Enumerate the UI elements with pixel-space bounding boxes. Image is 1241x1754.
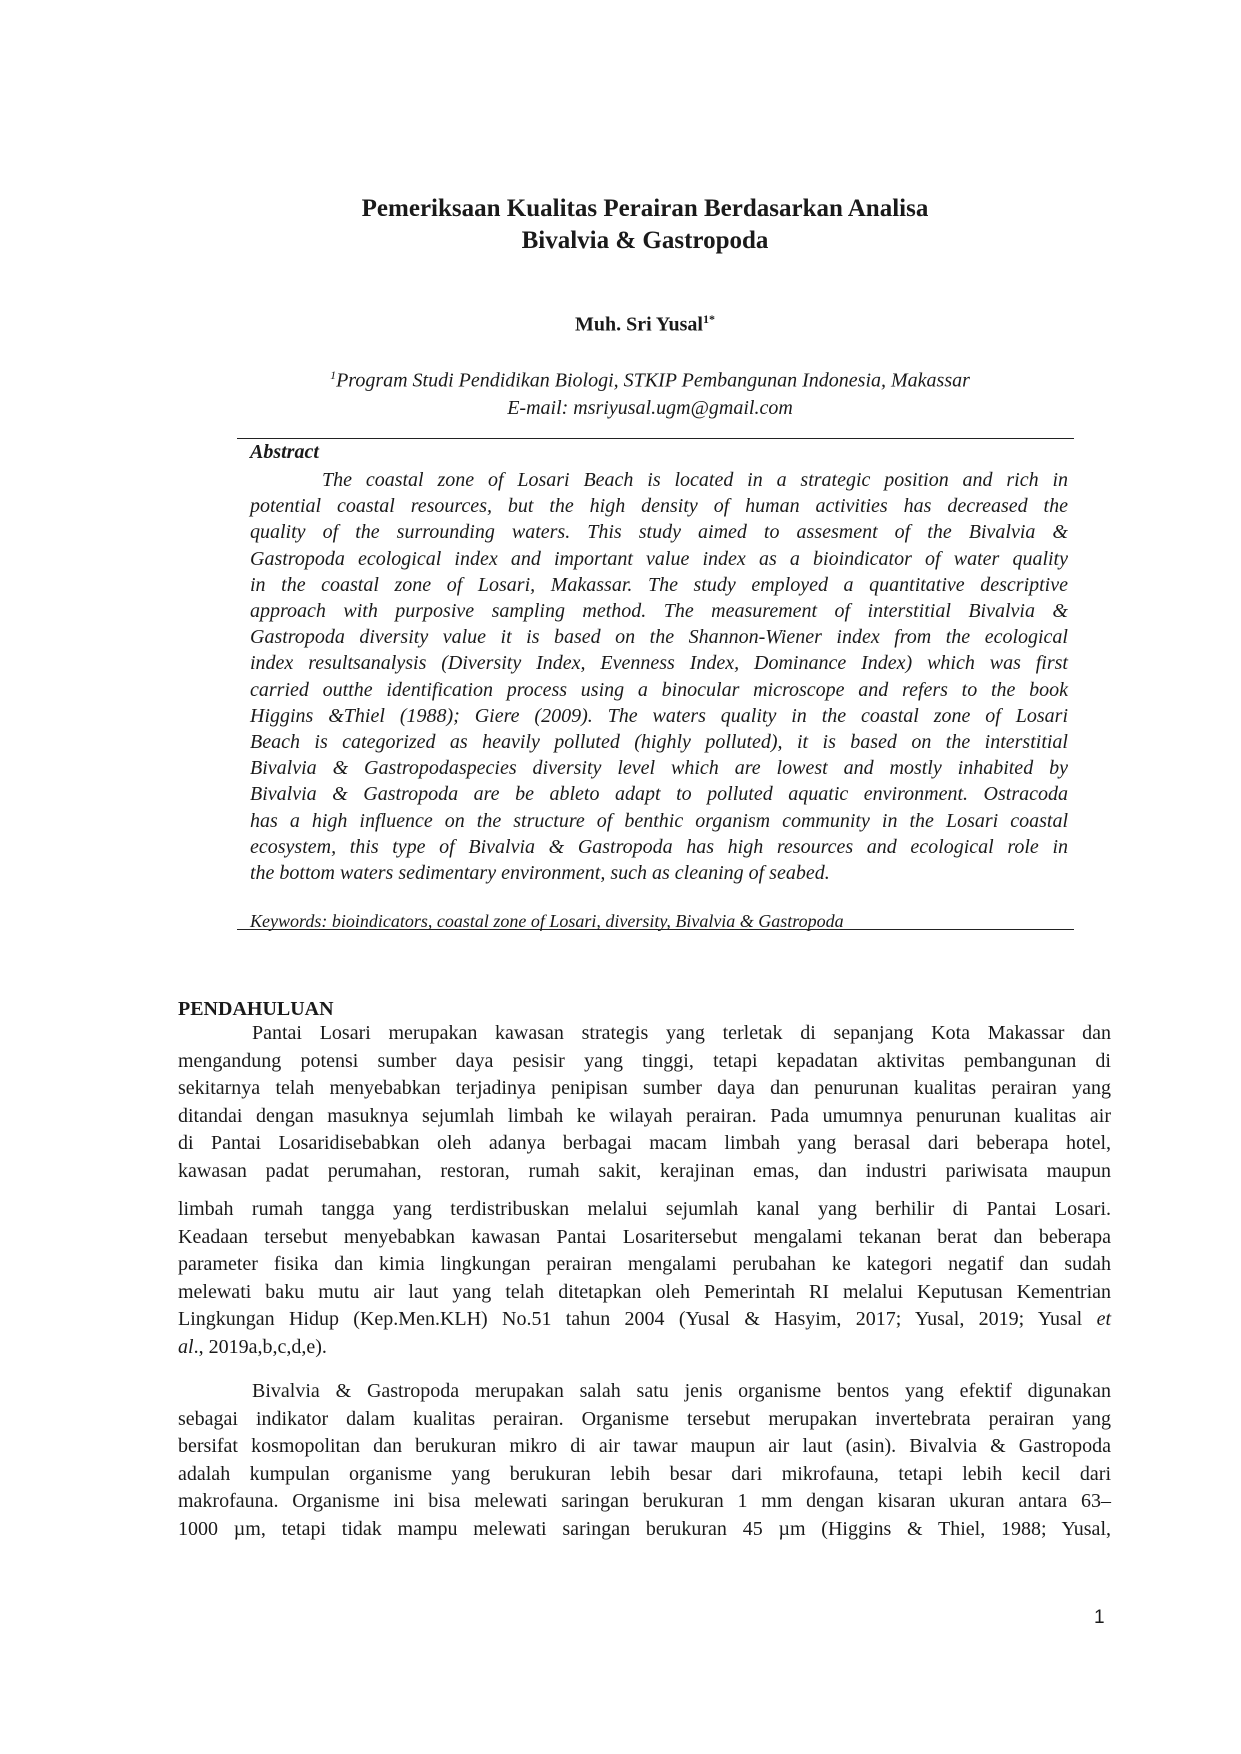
citation-tail: ., 2019a,b,c,d,e).	[193, 1335, 327, 1358]
abstract-heading: Abstract	[250, 441, 319, 463]
abstract-line: index resultsanalysis (Diversity Index, Evenness Index, Dominance Index) which was first	[250, 652, 1068, 675]
abstract-line: potential coastal resources, but the high density of human activities has decreased the	[250, 495, 1068, 518]
title-line-2: Bivalvia & Gastropoda	[521, 227, 769, 254]
et-al-italic: et	[1096, 1308, 1111, 1331]
body-text-line: makrofauna. Organisme ini bisa melewati saringan berukuran 1 mm dengan kisaran ukuran antara 63–	[178, 1490, 1111, 1513]
author-superscript: 1*	[703, 312, 715, 326]
abstract-line: quality of the surrounding waters. This study aimed to assesment of the Bivalvia &	[250, 521, 1068, 544]
paragraph-1b	[178, 1196, 1111, 1362]
abstract-line: in the coastal zone of Losari, Makassar. The study employed a quantitative descriptive	[250, 573, 1068, 596]
al-italic: al	[178, 1335, 194, 1358]
paper-title	[180, 193, 1110, 257]
affiliation-superscript: 1	[330, 368, 337, 382]
body-text-line: ditandai dengan masuknya sejumlah limbah ke wilayah perairan. Pada umumnya penurunan kualitas air	[178, 1104, 1111, 1127]
abstract-line: Beach is categorized as heavily polluted (highly polluted), it is based on the interstitial	[250, 731, 1068, 754]
body-text-line: sebagai indikator dalam kualitas perairan. Organisme tersebut merupakan invertebrata perairan yang	[178, 1407, 1111, 1430]
body-text-line: limbah rumah tangga yang terdistribuskan melalui sejumlah kanal yang berhilir di Pantai Losari.	[178, 1198, 1111, 1220]
abstract-line: Higgins &Thiel (1988); Giere (2009). The waters quality in the coastal zone of Losari	[250, 704, 1068, 727]
body-text-line: 1000 µm, tetapi tidak mampu melewati saringan berukuran 45 µm (Higgins & Thiel, 1988; Yusal,	[178, 1517, 1111, 1540]
body-text-line: mengandung potensi sumber daya pesisir yang tinggi, tetapi kepadatan aktivitas pembangunan di	[178, 1049, 1111, 1072]
paragraph-1a	[178, 1020, 1111, 1186]
title-line-1: Pemeriksaan Kualitas Perairan Berdasarkan Analisa	[361, 195, 929, 222]
abstract-line: has a high influence on the structure of benthic organism community in the Losari coastal	[250, 809, 1068, 832]
body-text-line: Bivalvia & Gastropoda merupakan salah satu jenis organisme bentos yang efektif digunakan	[252, 1380, 1111, 1402]
keywords: Keywords: bioindicators, coastal zone of Losari, diversity, Bivalvia & Gastropoda	[250, 911, 844, 931]
abstract-line: carried outthe identification process using a binocular microscope and refers to the book	[250, 678, 1068, 701]
abstract-line: ecosystem, this type of Bivalvia & Gastropoda has high resources and ecological role in	[250, 835, 1068, 858]
paragraph-2	[178, 1378, 1111, 1544]
body-text-line: adalah kumpulan organisme yang berukuran lebih besar dari mikrofauna, tetapi lebih kecil dari	[178, 1462, 1111, 1485]
abstract-top-rule	[237, 438, 1074, 439]
abstract-line: Bivalvia & Gastropoda are be ableto adapt to polluted aquatic environment. Ostracoda	[250, 783, 1068, 806]
author-email: E-mail: msriyusal.ugm@gmail.com	[507, 396, 793, 419]
abstract-body	[250, 467, 1068, 886]
body-text-line: Keadaan tersebut menyebabkan kawasan Pantai Losaritersebut mengalami tekanan berat dan beberapa	[178, 1225, 1111, 1248]
affiliation	[180, 362, 1120, 422]
abstract-line: the bottom waters sedimentary environment, such as cleaning of seabed.	[250, 862, 830, 885]
page-number: 1	[1094, 1607, 1105, 1628]
body-text-line: kawasan padat perumahan, restoran, rumah sakit, kerajinan emas, dan industri pariwisata maupun	[178, 1159, 1111, 1182]
body-text-line: parameter fisika dan kimia lingkungan perairan mengalami perubahan ke kategori negatif dan sudah	[178, 1253, 1111, 1276]
abstract-line: Bivalvia & Gastropodaspecies diversity level which are lowest and mostly inhabited by	[250, 757, 1068, 780]
abstract-line: Gastropoda ecological index and important value index as a bioindicator of water quality	[250, 547, 1068, 570]
abstract-line: approach with purposive sampling method. The measurement of interstitial Bivalvia &	[250, 600, 1068, 623]
body-text-line: sekitarnya telah menyebabkan terjadinya penipisan sumber daya dan penurunan kualitas perairan yang	[178, 1077, 1111, 1100]
author	[180, 312, 1110, 337]
abstract-line: Gastropoda diversity value it is based on the Shannon-Wiener index from the ecological	[250, 626, 1068, 649]
body-text-line: Pantai Losari merupakan kawasan strategis yang terletak di sepanjang Kota Makassar dan	[252, 1022, 1111, 1044]
section-heading: PENDAHULUAN	[178, 998, 334, 1020]
body-text-line: melewati baku mutu air laut yang telah ditetapkan oleh Pemerintah RI melalui Keputusan Kementrian	[178, 1280, 1111, 1303]
abstract-line: The coastal zone of Losari Beach is located in a strategic position and rich in	[322, 469, 1068, 491]
body-text-line: di Pantai Losaridisebabkan oleh adanya berbagai macam limbah yang berasal dari beberapa hotel,	[178, 1132, 1111, 1155]
body-text-line: Lingkungan Hidup (Kep.Men.KLH) No.51 tahun 2004 (Yusal & Hasyim, 2017; Yusal, 2019; Yusal et	[178, 1308, 1111, 1331]
author-name: Muh. Sri Yusal	[574, 313, 703, 336]
body-text-line	[178, 1334, 1111, 1362]
body-text-line: bersifat kosmopolitan dan berukuran mikro di air tawar maupun air laut (asin). Bivalvia & Gastropoda	[178, 1435, 1111, 1458]
abstract-bottom-rule	[237, 929, 1074, 930]
affiliation-text: Program Studi Pendidikan Biologi, STKIP Pembangunan Indonesia, Makassar	[336, 369, 970, 392]
